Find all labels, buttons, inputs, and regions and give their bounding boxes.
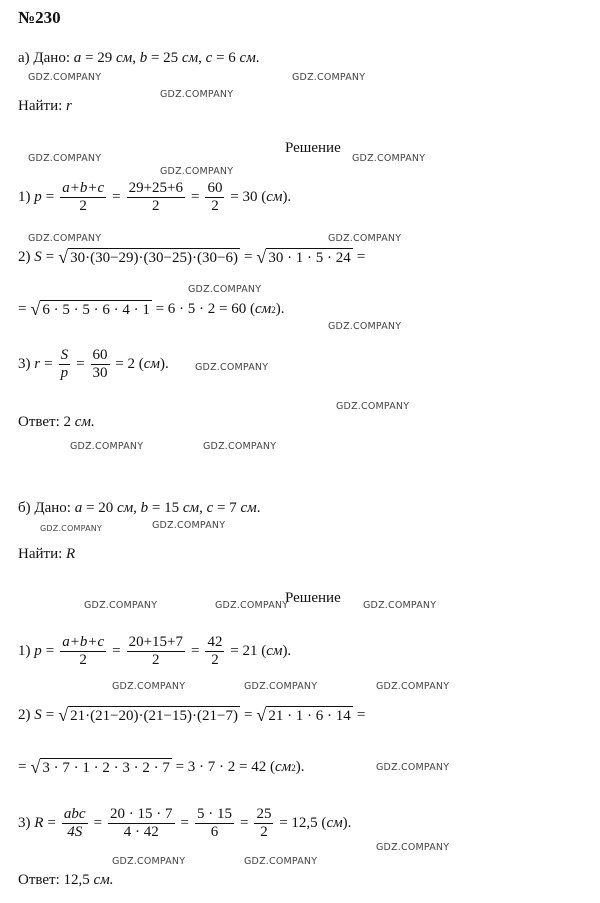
part-a-given: а) Дано: a = 29 см, b = 25 см, c = 6 см. [18, 50, 260, 66]
step-result: = 30 ( [230, 189, 267, 205]
step-label: 2) [18, 249, 31, 265]
step-unit: см [326, 815, 343, 831]
fraction [60, 634, 106, 669]
watermark: GDZ.COMPANY [195, 362, 269, 373]
part-a-step3: 3) r = $\frac{S}{p}$ = $\frac{60}{30}$ = 2 ( см ). [18, 347, 169, 381]
part-b-find [18, 546, 75, 563]
step-lhs: R [34, 815, 44, 831]
sqrt-expression: √ 30·(30−29)·(30−25)·(30−6) [58, 247, 238, 267]
part-b-answer [18, 872, 114, 889]
part-b-var-a: a [74, 500, 83, 516]
part-b-unit-b: см [182, 500, 200, 516]
fraction [205, 180, 224, 215]
step-result: = 3 · 7 · 2 = 42 ( [175, 759, 275, 775]
step-lhs: S [34, 707, 42, 723]
step-label: 3) [18, 356, 31, 372]
fraction [127, 180, 185, 215]
step-lhs: p [34, 189, 42, 205]
step-tail: = [356, 249, 366, 265]
denominator: 2 [260, 824, 268, 840]
fraction [91, 347, 110, 382]
part-b-step3: 3) R = $\frac{\text{abc}}{4S}$ = $\frac{20 \cdot 15 \cdot 7}{4 \cdot 42}$ = $\frac{5 \cdot 15}{6}$ = $\frac{25}{2}$ = 12,5 ( см ). [18, 806, 352, 840]
fraction [62, 806, 88, 841]
step-result: = 21 ( [230, 643, 267, 659]
step-lhs: S [34, 249, 42, 265]
step-label: 3) [18, 815, 31, 831]
step-lhs: r [34, 356, 41, 372]
watermark: GDZ.COMPANY [40, 524, 103, 533]
watermark: GDZ.COMPANY [328, 321, 402, 332]
radicand: 30·(30−29)·(30−25)·(30−6) [70, 250, 238, 266]
numerator: 42 [207, 634, 223, 650]
denominator: 2 [152, 652, 160, 668]
watermark: GDZ.COMPANY [28, 233, 102, 244]
step-label: 2) [18, 707, 31, 723]
numerator: 20+15+7 [128, 634, 184, 650]
step-close: ). [282, 643, 292, 659]
answer-unit: см. [74, 414, 95, 430]
watermark: GDZ.COMPANY [244, 856, 318, 867]
part-a-unit-b: см [181, 50, 199, 66]
watermark: GDZ.COMPANY [336, 401, 410, 412]
numerator: a+b+c [62, 180, 105, 196]
watermark: GDZ.COMPANY [244, 681, 318, 692]
radicand: 21·(21−20)·(21−15)·(21−7) [70, 708, 238, 724]
part-a-find-var: r [66, 98, 72, 114]
part-b-value-c: 7 [229, 500, 237, 516]
step-sup: 2 [291, 762, 296, 773]
part-b-var-b: b [140, 500, 149, 516]
step-unit: см [255, 301, 272, 317]
answer-label: Ответ: [18, 872, 60, 888]
answer-value: 2 [63, 414, 72, 430]
fraction [60, 180, 106, 215]
watermark: GDZ.COMPANY [376, 681, 450, 692]
part-a-value-c: 6 [228, 50, 236, 66]
part-a-value-b: 25 [163, 50, 179, 66]
numerator: 60 [207, 180, 223, 196]
sqrt-expression: √ 30 · 1 · 5 · 24 [256, 247, 351, 267]
step-close: ). [342, 815, 352, 831]
numerator: 20 · 15 · 7 [110, 806, 173, 822]
numerator: 5 · 15 [197, 806, 232, 822]
sqrt-expression: √ 21 · 1 · 6 · 14 [256, 705, 351, 725]
step-result: = 12,5 ( [279, 815, 327, 831]
watermark: GDZ.COMPANY [376, 842, 450, 853]
step-label: 1) [18, 643, 31, 659]
part-b-step2-line1: 2) S = √ 21·(21−20)·(21−15)·(21−7) = √ 21 · 1 · 6 · 14 = [18, 705, 366, 725]
part-a-step1: 1) p = $\frac{a+b+c}{2}$ = $\frac{29+25+6}{2}$ = $\frac{60}{2}$ = 30 ( см ). [18, 180, 292, 214]
watermark: GDZ.COMPANY [28, 72, 102, 83]
answer-value: 12,5 [63, 872, 90, 888]
step-lhs: p [34, 643, 42, 659]
fraction [254, 806, 273, 841]
numerator: 25 [256, 806, 272, 822]
radicand: 6 · 5 · 5 · 6 · 4 · 1 [42, 302, 150, 318]
answer-unit: см. [93, 872, 114, 888]
fraction [108, 806, 175, 841]
step-close: ). [295, 759, 305, 775]
numerator: 60 [92, 347, 108, 363]
part-b-step1: 1) p = $\frac{a+b+c}{2}$ = $\frac{20+15+7}{2}$ = $\frac{42}{2}$ = 21 ( см ). [18, 634, 292, 668]
numerator: 29+25+6 [128, 180, 184, 196]
part-a-find-label: Найти: [18, 98, 63, 114]
answer-label: Ответ: [18, 414, 60, 430]
sqrt-expression: √ 3 · 7 · 1 · 2 · 3 · 2 · 7 [30, 757, 170, 777]
denominator: 6 [210, 824, 219, 840]
step-label: 1) [18, 189, 31, 205]
watermark: GDZ.COMPANY [70, 441, 144, 452]
step-result: = 2 ( [115, 356, 144, 372]
step-close: ). [282, 189, 292, 205]
fraction [195, 806, 234, 841]
part-a-given-prefix: а) Дано: [18, 50, 70, 66]
watermark: GDZ.COMPANY [328, 233, 402, 244]
step-sup: 2 [271, 304, 276, 315]
watermark: GDZ.COMPANY [363, 600, 437, 611]
part-b-given-prefix: б) Дано: [18, 500, 71, 516]
part-b-value-b: 15 [164, 500, 180, 516]
watermark: GDZ.COMPANY [292, 72, 366, 83]
numerator: a+b+c [62, 634, 105, 650]
step-close: ). [159, 356, 169, 372]
watermark: GDZ.COMPANY [203, 441, 277, 452]
step-unit: см [275, 759, 292, 775]
watermark: GDZ.COMPANY [160, 166, 234, 177]
numerator: abc [63, 806, 86, 822]
numerator: S [60, 347, 69, 363]
part-b-solution-heading: Решение [285, 590, 341, 606]
watermark: GDZ.COMPANY [352, 153, 426, 164]
watermark: GDZ.COMPANY [28, 153, 102, 164]
part-b-value-a: 20 [98, 500, 114, 516]
denominator: 2 [152, 198, 160, 214]
part-b-given: б) Дано: a = 20 см, b = 15 см, c = 7 см. [18, 500, 261, 516]
denominator: 2 [211, 198, 219, 214]
part-a-find [18, 98, 72, 115]
step-result: = 6 · 5 · 2 = 60 ( [155, 301, 255, 317]
problem-number: №230 [18, 8, 61, 27]
watermark: GDZ.COMPANY [112, 681, 186, 692]
sqrt-expression: √ 6 · 5 · 5 · 6 · 4 · 1 [30, 299, 150, 319]
watermark: GDZ.COMPANY [376, 762, 450, 773]
watermark: GDZ.COMPANY [160, 89, 234, 100]
step-unit: см [266, 189, 283, 205]
step-unit: см [266, 643, 283, 659]
part-a-var-a: a [73, 50, 82, 66]
denominator: 2 [79, 652, 87, 668]
part-a-answer [18, 414, 95, 431]
part-a-unit-c: см [239, 50, 256, 66]
fraction [205, 634, 224, 669]
denominator: p [60, 365, 69, 381]
denominator: 2 [79, 198, 87, 214]
step-close: ). [275, 301, 285, 317]
watermark: GDZ.COMPANY [215, 600, 289, 611]
part-a-solution-heading: Решение [285, 140, 341, 156]
denominator: 2 [211, 652, 219, 668]
denominator: 30 [92, 365, 108, 381]
denominator: 4 · 42 [123, 824, 159, 840]
radicand: 30 · 1 · 5 · 24 [268, 250, 351, 266]
part-a-unit-a: см [115, 50, 133, 66]
part-a-step2-line1: 2) S = √ 30·(30−29)·(30−25)·(30−6) = √ 30 · 1 · 5 · 24 = [18, 247, 366, 267]
part-a-var-b: b [139, 50, 148, 66]
radicand: 21 · 1 · 6 · 14 [268, 708, 351, 724]
watermark: GDZ.COMPANY [152, 520, 226, 531]
step-tail: = [356, 707, 366, 723]
fraction [59, 347, 71, 382]
radicand: 3 · 7 · 1 · 2 · 3 · 2 · 7 [42, 760, 170, 776]
part-b-unit-c: см [240, 500, 257, 516]
part-a-step2-line2: = √ 6 · 5 · 5 · 6 · 4 · 1 = 6 · 5 · 2 = 60 ( см 2 ). [18, 299, 285, 319]
fraction [127, 634, 185, 669]
part-b-unit-a: см [116, 500, 134, 516]
sqrt-expression: √ 21·(21−20)·(21−15)·(21−7) [58, 705, 238, 725]
step-unit: см [143, 356, 160, 372]
denominator: 4S [67, 824, 83, 840]
watermark: GDZ.COMPANY [112, 856, 186, 867]
part-b-step2-line2: = √ 3 · 7 · 1 · 2 · 3 · 2 · 7 = 3 · 7 · 2 = 42 ( см 2 ). [18, 757, 305, 777]
watermark: GDZ.COMPANY [84, 600, 158, 611]
part-a-var-c: c [205, 50, 213, 66]
part-b-find-var: R [66, 546, 76, 562]
part-a-value-a: 29 [97, 50, 113, 66]
part-b-var-c: c [206, 500, 214, 516]
watermark: GDZ.COMPANY [188, 284, 262, 295]
part-b-find-label: Найти: [18, 546, 63, 562]
